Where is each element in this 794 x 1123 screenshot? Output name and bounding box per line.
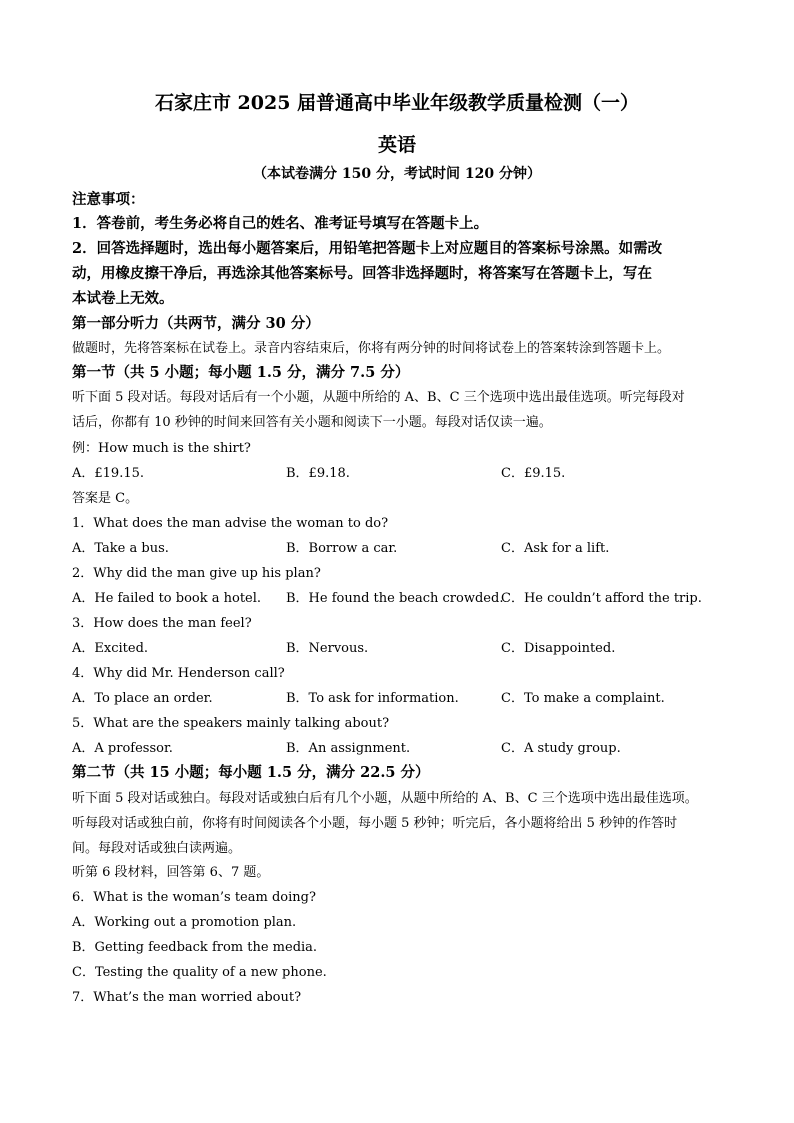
q6-option-a: A．Working out a promotion plan. <box>72 915 297 930</box>
q5-option-a: A．A professor. <box>72 741 173 756</box>
q1-option-a: A．Take a bus. <box>72 541 169 556</box>
q1-option-b: B．Borrow a car. <box>286 541 398 556</box>
part1-description: 做题时，先将答案标在试卷上。录音内容结束后，你将有两分钟的时间将试卷上的答案转涂到答题卡上。 <box>72 341 671 356</box>
q2-option-b: B．He found the beach crowded. <box>286 591 504 606</box>
question-4-options <box>72 686 724 711</box>
section1-description-line-1: 听下面 5 段对话。每段对话后有一个小题，从题中所给的 A、B、C 三个选项中选出最佳选项。听完每段对 <box>72 390 685 405</box>
section1-description-line-2: 话后，你都有 10 秒钟的时间来回答有关小题和阅读下一小题。每段对话仅读一遍。 <box>72 415 552 430</box>
example-option-c: C．£9.15. <box>501 466 566 481</box>
section1-heading: 第一节（共 5 小题；每小题 1.5 分，满分 7.5 分） <box>72 364 410 381</box>
instruction-item-1: 1．答卷前，考生务必将自己的姓名、准考证号填写在答题卡上。 <box>72 215 489 232</box>
q2-option-a: A．He failed to book a hotel. <box>72 591 262 606</box>
question-5: 5．What are the speakers mainly talking about? <box>72 716 390 731</box>
material-6-instruction: 听第 6 段材料，回答第 6、7 题。 <box>72 865 270 880</box>
question-4: 4．Why did Mr. Henderson call? <box>72 666 285 681</box>
section2-description-line-2: 听每段对话或独白前，你将有时间阅读各个小题，每小题 5 秒钟；听完后，各小题将给出 5 秒钟的作答时 <box>72 816 678 831</box>
q3-option-b: B．Nervous. <box>286 641 369 656</box>
section2-heading: 第二节（共 15 小题；每小题 1.5 分，满分 22.5 分） <box>72 764 430 781</box>
q6-option-c: C．Testing the quality of a new phone. <box>72 965 327 980</box>
part1-heading: 第一部分听力（共两节，满分 30 分） <box>72 315 320 332</box>
section2-description-line-3: 间。每段对话或独白读两遍。 <box>72 841 242 856</box>
exam-note: （本试卷满分 150 分，考试时间 120 分钟） <box>253 166 541 182</box>
question-3-options <box>72 636 724 661</box>
example-question: 例：How much is the shirt? <box>72 441 251 456</box>
instruction-item-2-line-1: 2．回答选择题时，选出每小题答案后，用铅笔把答题卡上对应题目的答案标号涂黑。如需改 <box>72 240 663 257</box>
exam-title: 石家庄市 2025 届普通高中毕业年级教学质量检测（一） <box>154 92 640 114</box>
example-option-b: B．£9.18. <box>286 466 350 481</box>
question-2-options <box>72 586 724 611</box>
q2-option-c: C．He couldn’t afford the trip. <box>501 591 702 606</box>
example-options <box>72 461 724 486</box>
q1-option-c: C．Ask for a lift. <box>501 541 610 556</box>
question-1: 1．What does the man advise the woman to do? <box>72 516 389 531</box>
example-option-a: A．£19.15. <box>72 466 145 481</box>
q4-option-b: B．To ask for information. <box>286 691 459 706</box>
q3-option-a: A．Excited. <box>72 641 149 656</box>
question-2: 2．Why did the man give up his plan? <box>72 566 321 581</box>
question-7: 7．What’s the man worried about? <box>72 990 302 1005</box>
section2-description-line-1: 听下面 5 段对话或独白。每段对话或独白后有几个小题，从题中所给的 A、B、C 三个选项中选出最佳选项。 <box>72 791 698 806</box>
q5-option-c: C．A study group. <box>501 741 621 756</box>
subject-title: 英语 <box>377 134 416 156</box>
q4-option-a: A．To place an order. <box>72 691 213 706</box>
instruction-item-2-line-3: 本试卷上无效。 <box>72 290 174 307</box>
q3-option-c: C．Disappointed. <box>501 641 616 656</box>
example-answer: 答案是 C。 <box>72 491 139 506</box>
q6-option-b: B．Getting feedback from the media. <box>72 940 318 955</box>
question-1-options <box>72 536 724 561</box>
question-5-options <box>72 736 724 761</box>
instructions-heading: 注意事项： <box>72 191 145 208</box>
instruction-item-2-line-2: 动，用橡皮擦干净后，再选涂其他答案标号。回答非选择题时，将答案写在答题卡上，写在 <box>72 265 652 282</box>
question-6: 6．What is the woman’s team doing? <box>72 890 316 905</box>
q5-option-b: B．An assignment. <box>286 741 411 756</box>
q4-option-c: C．To make a complaint. <box>501 691 665 706</box>
question-3: 3．How does the man feel? <box>72 616 252 631</box>
